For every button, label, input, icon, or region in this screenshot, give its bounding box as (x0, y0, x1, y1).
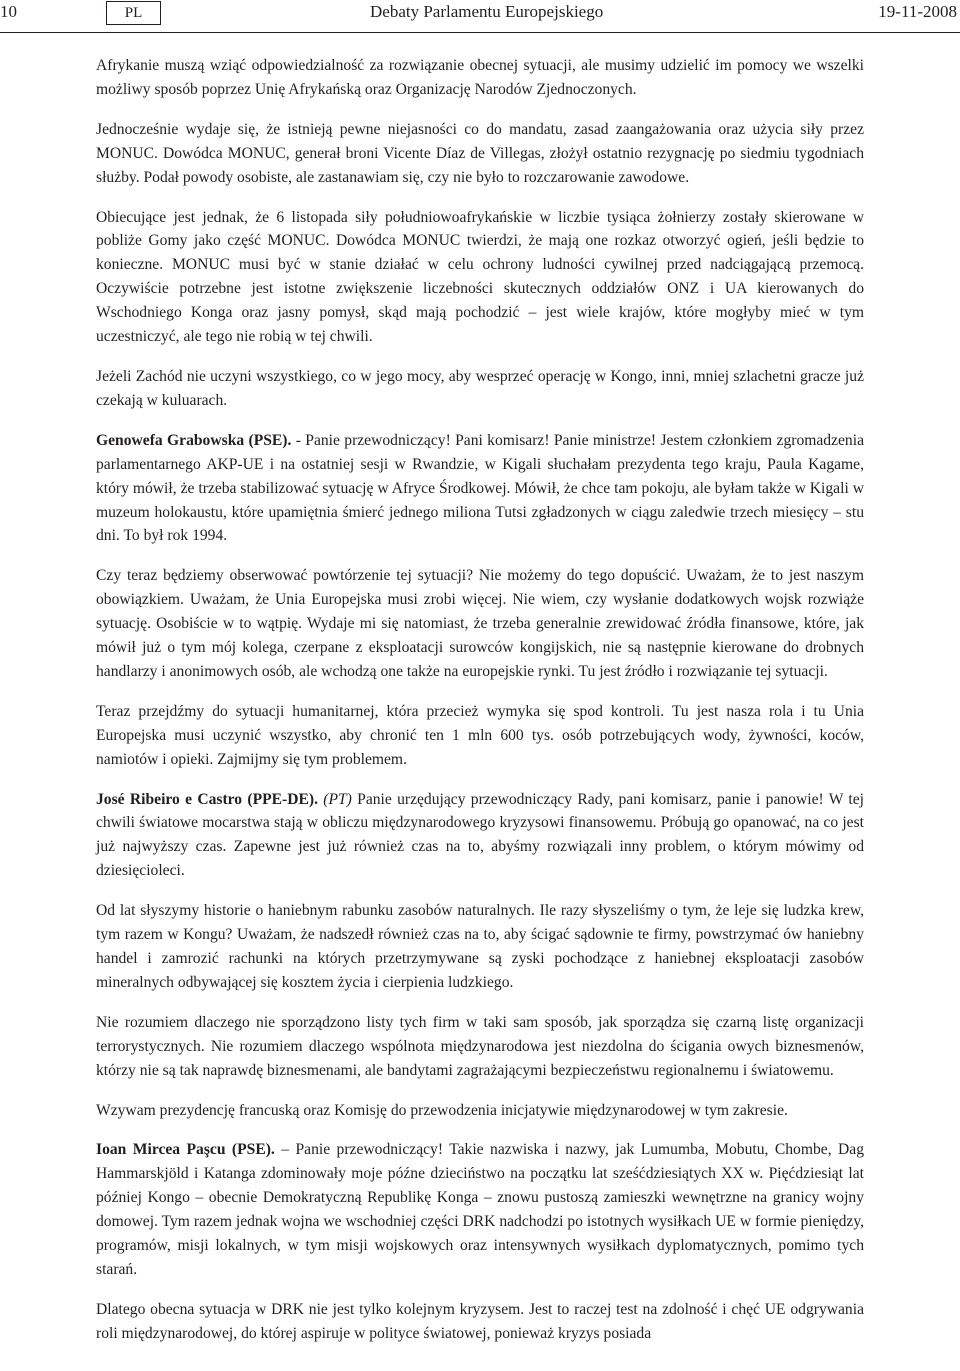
paragraph-text: Obiecujące jest jednak, że 6 listopada siły południowoafrykańskie w liczbie tysiąca żołnierzy zostały skierowane w pobliże Gomy jako część MONUC. Dowódca MONUC twierdzi, że mają one rozkaz otworzyć ogień, jeśli będzie to konieczne. MONUC musi być w stanie działać w celu ochrony ludności cywilnej przed nadciągającą przemocą. Oczywiście potrzebne jest istotne zwiększenie liczebności skutecznych oddziałów ONZ i UA kierowanych do Wschodniego Konga oraz jasny pomysł, skąd mają pochodzić – jest wiele krajów, które mogłyby mieć w tym uczestniczyć, ale tego nie robią w tej chwili. (96, 208, 864, 346)
paragraph-text: Wzywam prezydencję francuską oraz Komisję do przewodzenia inicjatywie międzynarodowej w tym zakresie. (96, 1101, 788, 1119)
paragraph (96, 1138, 864, 1281)
paragraph-text: Panie urzędujący przewodniczący Rady, pani komisarz, panie i panowie! W tej chwili światowe mocarstwa stają w obliczu międzynarodowego kryzysowi finansowemu. Próbują go opanować, na co jest już najwyższy czas. Zapewne jest już również czas na to, abyśmy rozwiązali inny problem, o którym mówimy od dziesięcioleci. (96, 790, 865, 880)
paragraph (96, 1298, 864, 1346)
paragraph (96, 899, 864, 995)
paragraph-text: Dlatego obecna sytuacja w DRK nie jest tylko kolejnym kryzysem. Jest to raczej test na zdolność i chęć UE odgrywania roli międzynarodowej, do której aspiruje w polityce światowej, ponieważ kryzys posiada (96, 1300, 864, 1342)
paragraph (96, 54, 864, 102)
paragraph-text: Od lat słyszymy historie o haniebnym rabunku zasobów naturalnych. Ile razy słyszeliśmy o tym, że leje się ludzka krew, tym razem w Kongu? Uważam, że nadszedł również czas na to, aby ścigać sądownie te firmy, powstrzymać ów haniebny handel i zamrozić rachunki na których przetrzymywane są zyski pochodzące z haniebnej eksploatacji zasobów mineralnych odbywającej się kosztem życia i cierpienia ludzkiego. (96, 902, 864, 991)
language-badge: PL (106, 1, 161, 25)
paragraph (96, 1011, 864, 1083)
paragraph-text: Teraz przejdźmy do sytuacji humanitarnej, która przecież wymyka się spod kontroli. Tu jest nasza rola i tu Unia Europejska musi uczynić wszystko, aby chronić ten 1 mln 600 tys. osób potrzebujących wody, żywności, koców, namiotów i opieki. Zajmijmy się tym problemem. (96, 702, 864, 768)
paragraph-text: Jeżeli Zachód nie uczyni wszystkiego, co w jego mocy, aby wesprzeć operację w Kongo, inni, mniej szlachetni gracze już czekają w kuluarach. (96, 367, 864, 409)
paragraph (96, 365, 864, 413)
speaker-name: Ioan Mircea Paşcu (PSE). (96, 1141, 275, 1159)
paragraph (96, 700, 864, 772)
paragraph (96, 788, 864, 884)
paragraph (96, 429, 864, 549)
page-header (0, 0, 960, 30)
paragraph (96, 118, 864, 190)
document-body (96, 54, 864, 1362)
paragraph-text: Afrykanie muszą wziąć odpowiedzialność za rozwiązanie obecnej sytuacji, ale musimy udzielić im pomocy we wszelki możliwy sposób poprzez Unię Afrykańską oraz Organizację Narodów Zjednoczonych. (96, 57, 864, 98)
paragraph-text: Jednocześnie wydaje się, że istnieją pewne niejasności co do mandatu, zasad zaangażowania oraz użycia siły przez MONUC. Dowódca MONUC, generał broni Vicente Díaz de Villegas, złożył ostatnio rezygnację po siedmiu tygodniach służby. Podał powody osobiste, ale zastanawiam się, czy nie było to rozczarowanie zawodowe. (96, 120, 864, 186)
paragraph (96, 206, 864, 349)
language-tag: (PT) (317, 790, 352, 808)
paragraph-text: – Panie przewodniczący! Takie nazwiska i nazwy, jak Lumumba, Mobutu, Chombe, Dag Hammarskjöld i Katanga zdominowały moje późne dzieciństwo na początku lat sześćdziesiątych XX w. Pięćdziesiąt lat później Kongo – obecnie Demokratyczną Republikę Konga – znowu pustoszą zamieszki wewnętrzne na granicy wojny domowej. Tym razem jednak wojna we wschodniej części DRK nadchodzi po istotnych wysiłkach UE w formie pieniędzy, programów, misji lokalnych, w tym misji wojskowych oraz intensywnych wysiłkach dyplomatycznych, pomimo tych starań. (96, 1141, 865, 1278)
paragraph (96, 1099, 864, 1123)
paragraph (96, 564, 864, 684)
paragraph-text: - Panie przewodniczący! Pani komisarz! Panie ministrze! Jestem członkiem zgromadzenia parlamentarnego AKP-UE i na ostatniej sesji w Rwandzie, w Kigali słuchałam prezydenta tego kraju, Paula Kagame, który mówił, że trzeba stabilizować sytuację w Afryce Środkowej. Mówił, że chce tam pokoju, ale byłam także w Kigali w muzeum holokaustu, które upamiętnia śmierć jednego miliona Tutsi zgładzonych w ciągu zaledwie trzech miesięcy – stu dni. To był rok 1994. (96, 431, 864, 545)
paragraph-text: Nie rozumiem dlaczego nie sporządzono listy tych firm w taki sam sposób, jak sporządza się czarną listę organizacji terrorystycznych. Nie rozumiem dlaczego wspólnota międzynarodowa jest niezdolna do ścigania owych biznesmenów, którzy nie są tak naprawdę biznesmenami, ale bandytami zagrażającymi bezpieczeństwu regionalnemu i światowemu. (96, 1013, 864, 1079)
header-divider (0, 32, 960, 33)
speaker-name: Genowefa Grabowska (PSE). (96, 431, 292, 449)
publication-title: Debaty Parlamentu Europejskiego (370, 2, 604, 21)
paragraph-text: Czy teraz będziemy obserwować powtórzenie tej sytuacji? Nie możemy do tego dopuścić. Uważam, że to jest naszym obowiązkiem. Uważam, że Unia Europejska musi zrobi więcej. Nie wiem, czy wysłanie dodatkowych wojsk rozwiąże sytuację. Osobiście w to wątpię. Wydaje mi się natomiast, że trzeba generalnie zrewidować źródła finansowe, które, jak mówił już o tym mój kolega, czerpane z eksploatacji surowców kongijskich, nie są następnie kierowane do drobnych handlarzy i anonimowych osób, ale wchodzą one także na europejskie rynki. Tu jest źródło i rozwiązanie tej sytuacji. (96, 567, 864, 680)
publication-date: 19-11-2008 (878, 2, 957, 21)
speaker-name: José Ribeiro e Castro (PPE-DE). (96, 790, 318, 808)
page-number: 10 (0, 2, 17, 21)
